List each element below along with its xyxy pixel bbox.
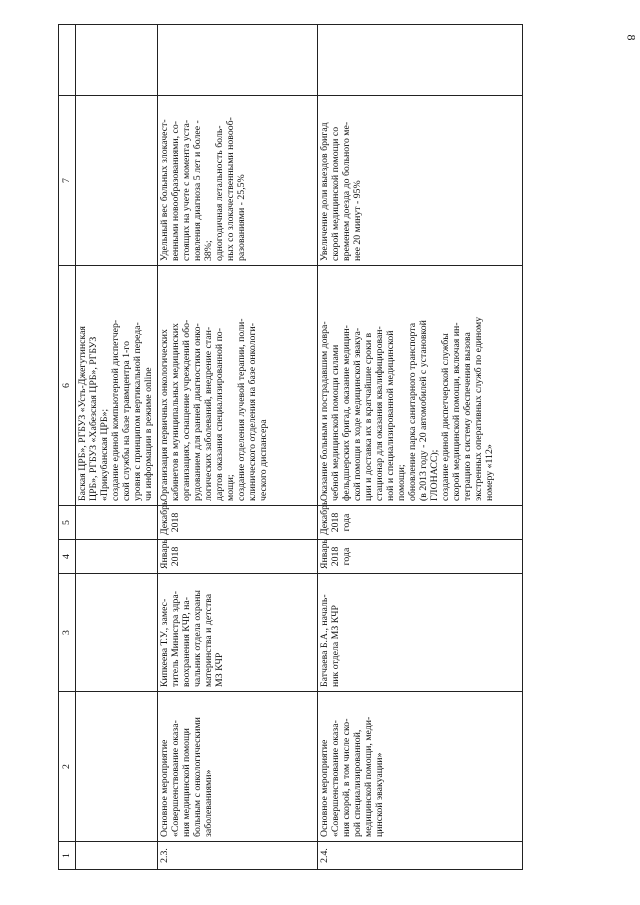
text-line: ных со злокачественными новооб-: [224, 117, 236, 261]
text-line: кабинетов в муниципальных медицинских: [169, 323, 181, 501]
notes-cell: [76, 25, 158, 96]
text-line: 38%;: [202, 240, 214, 261]
header-col-4: 4: [59, 540, 76, 574]
text-line: Основное мероприятие: [319, 739, 330, 837]
text-line: Увеличение доли выездов бригад: [319, 122, 330, 261]
responsible-cell: [318, 574, 523, 692]
text-line: ния скорой, в том числе ско-: [340, 718, 352, 837]
text-line: теграцию в систему обеспечения вызова: [461, 332, 473, 501]
header-col-6: 6: [59, 266, 76, 506]
table-row: [158, 25, 318, 870]
text-line: больным с онкологическими: [191, 717, 203, 837]
text-line: (в 2013 году - 20 автомобилей с установкой: [417, 320, 429, 501]
header-col-8: [59, 25, 76, 96]
text-line: экстренных оперативных служб по единому: [472, 316, 484, 501]
text-line: «Совершенствование оказа-: [169, 720, 181, 837]
text-line: Кипкеева Т.У., замес-: [159, 598, 170, 687]
header-col-2: 2: [59, 692, 76, 842]
text-line: уровня с принципом вертикальной переда-: [131, 322, 143, 501]
text-line: помощи;: [395, 464, 407, 501]
text-line: номеру «112»: [483, 444, 495, 501]
text-line: ции и доставка их в кратчайшие сроки в: [362, 332, 374, 501]
text-line: создание отделения лучевой терапии, поли-: [235, 318, 247, 501]
text-line: одногодичная летальность боль-: [213, 125, 225, 261]
text-line: ГЛОНАСС);: [428, 449, 440, 501]
text-line: Баская ЦРБ», РГБУЗ «Усть-Джегутинская: [77, 326, 88, 501]
table-row: [76, 25, 158, 870]
text-line: титель Министра здра-: [169, 590, 181, 687]
row-number: 2.3.: [158, 842, 318, 870]
text-line: медицинской помощи, меди-: [362, 716, 374, 837]
text-line: новления диагноза 5 лет и более -: [191, 120, 203, 261]
start-date: Январь 2018 года: [318, 540, 523, 574]
measures-table: [58, 24, 523, 870]
text-line: Основное мероприятие: [159, 739, 170, 837]
row-number: [76, 842, 158, 870]
text-line: ЦРБ», РГБУЗ «Хабезская ЦРБ», РГБУЗ: [87, 336, 99, 501]
text-line: Удельный вес больных злокачест-: [159, 119, 170, 261]
text-line: «Прикубанская ЦРБ»;: [98, 408, 110, 501]
text-line: клинического отделения на базе онкологи-: [246, 323, 258, 501]
event-cell: [76, 692, 158, 842]
notes-cell: [318, 25, 523, 96]
text-line: скорой медицинской помощи, включая ин-: [450, 322, 462, 501]
text-line: ник отдела МЗ КЧР: [329, 605, 341, 687]
indicators-cell: [318, 96, 523, 266]
text-line: чальник отдела охраны: [191, 590, 203, 687]
text-line: мощи;: [224, 474, 236, 501]
header-col-7: 7: [59, 96, 76, 266]
text-line: создание единой компьютерной диспетчер-: [109, 319, 121, 501]
actions-cell: [158, 266, 318, 506]
responsible-cell: [76, 574, 158, 692]
text-line: разованиями - 25,5%: [235, 174, 247, 261]
text-line: ческого диспансера: [257, 419, 269, 501]
actions-cell: [318, 266, 523, 506]
text-line: логических заболеваний, внедрение стан-: [202, 326, 214, 501]
header-col-5: 5: [59, 506, 76, 540]
text-line: Организация первичных онкологических: [159, 329, 170, 501]
text-line: Оказание больным и пострадавшим довра-: [319, 321, 330, 501]
responsible-cell: [158, 574, 318, 692]
text-line: организациях, оснащение учреждений обо-: [180, 319, 192, 501]
actions-cell: [76, 266, 158, 506]
text-line: обновление парка санитарного транспорта: [406, 322, 418, 501]
text-line: дартов оказания специализированной по-: [213, 328, 225, 501]
row-number: 2.4.: [318, 842, 523, 870]
text-line: цинской эвакуации»: [373, 752, 385, 837]
start-date: [76, 540, 158, 574]
header-row: [59, 25, 76, 870]
text-line: материнства и детства: [202, 593, 214, 687]
text-line: МЗ КЧР: [213, 652, 225, 687]
text-line: чебной медицинской помощи силами: [329, 344, 341, 501]
text-line: ской службы на базе травмцентра 1-го: [120, 341, 132, 501]
text-line: «Совершенствование оказа-: [329, 720, 341, 837]
text-line: скорой медицинской помощи со: [329, 126, 341, 261]
header-col-1: 1: [59, 842, 76, 870]
indicators-cell: [158, 96, 318, 266]
header-col-3: 3: [59, 574, 76, 692]
end-date: Декабрь 2018 года: [318, 506, 523, 540]
text-line: заболеваниями»: [202, 769, 214, 837]
text-line: воохранения КЧР, на-: [180, 596, 192, 687]
text-line: стационар для оказания квалифицирован-: [373, 326, 385, 501]
table-row: [318, 25, 523, 870]
text-line: рой специализированной,: [351, 729, 363, 837]
text-line: нее 20 минут - 95%: [351, 180, 363, 261]
text-line: фельдшерских бригад, оказание медицин-: [340, 325, 352, 501]
start-date: Январь 2018: [158, 540, 318, 574]
text-line: создание единой диспетчерской службы: [439, 333, 451, 501]
event-cell: [158, 692, 318, 842]
indicators-cell: [76, 96, 158, 266]
text-line: рудованием для ранней диагностики онко-: [191, 323, 203, 501]
event-cell: [318, 692, 523, 842]
notes-cell: [158, 25, 318, 96]
end-date: Декабрь 2018: [158, 506, 318, 540]
text-line: чи информации в режиме online: [142, 367, 154, 501]
end-date: [76, 506, 158, 540]
rotated-page: [58, 25, 523, 870]
text-line: венными новообразованиями, со-: [169, 120, 181, 261]
text-line: ной и специализированной медицинской: [384, 330, 396, 501]
text-line: временем доезда до больного ме-: [340, 121, 352, 261]
page-number: 8: [624, 34, 639, 41]
text-line: ния медицинской помощи: [180, 728, 192, 837]
text-line: ской помощи в ходе медицинской эвакуа-: [351, 327, 363, 501]
text-line: Батчаева Б.А., началь-: [319, 594, 330, 687]
text-line: стоящих на учете с момента уста-: [180, 119, 192, 261]
